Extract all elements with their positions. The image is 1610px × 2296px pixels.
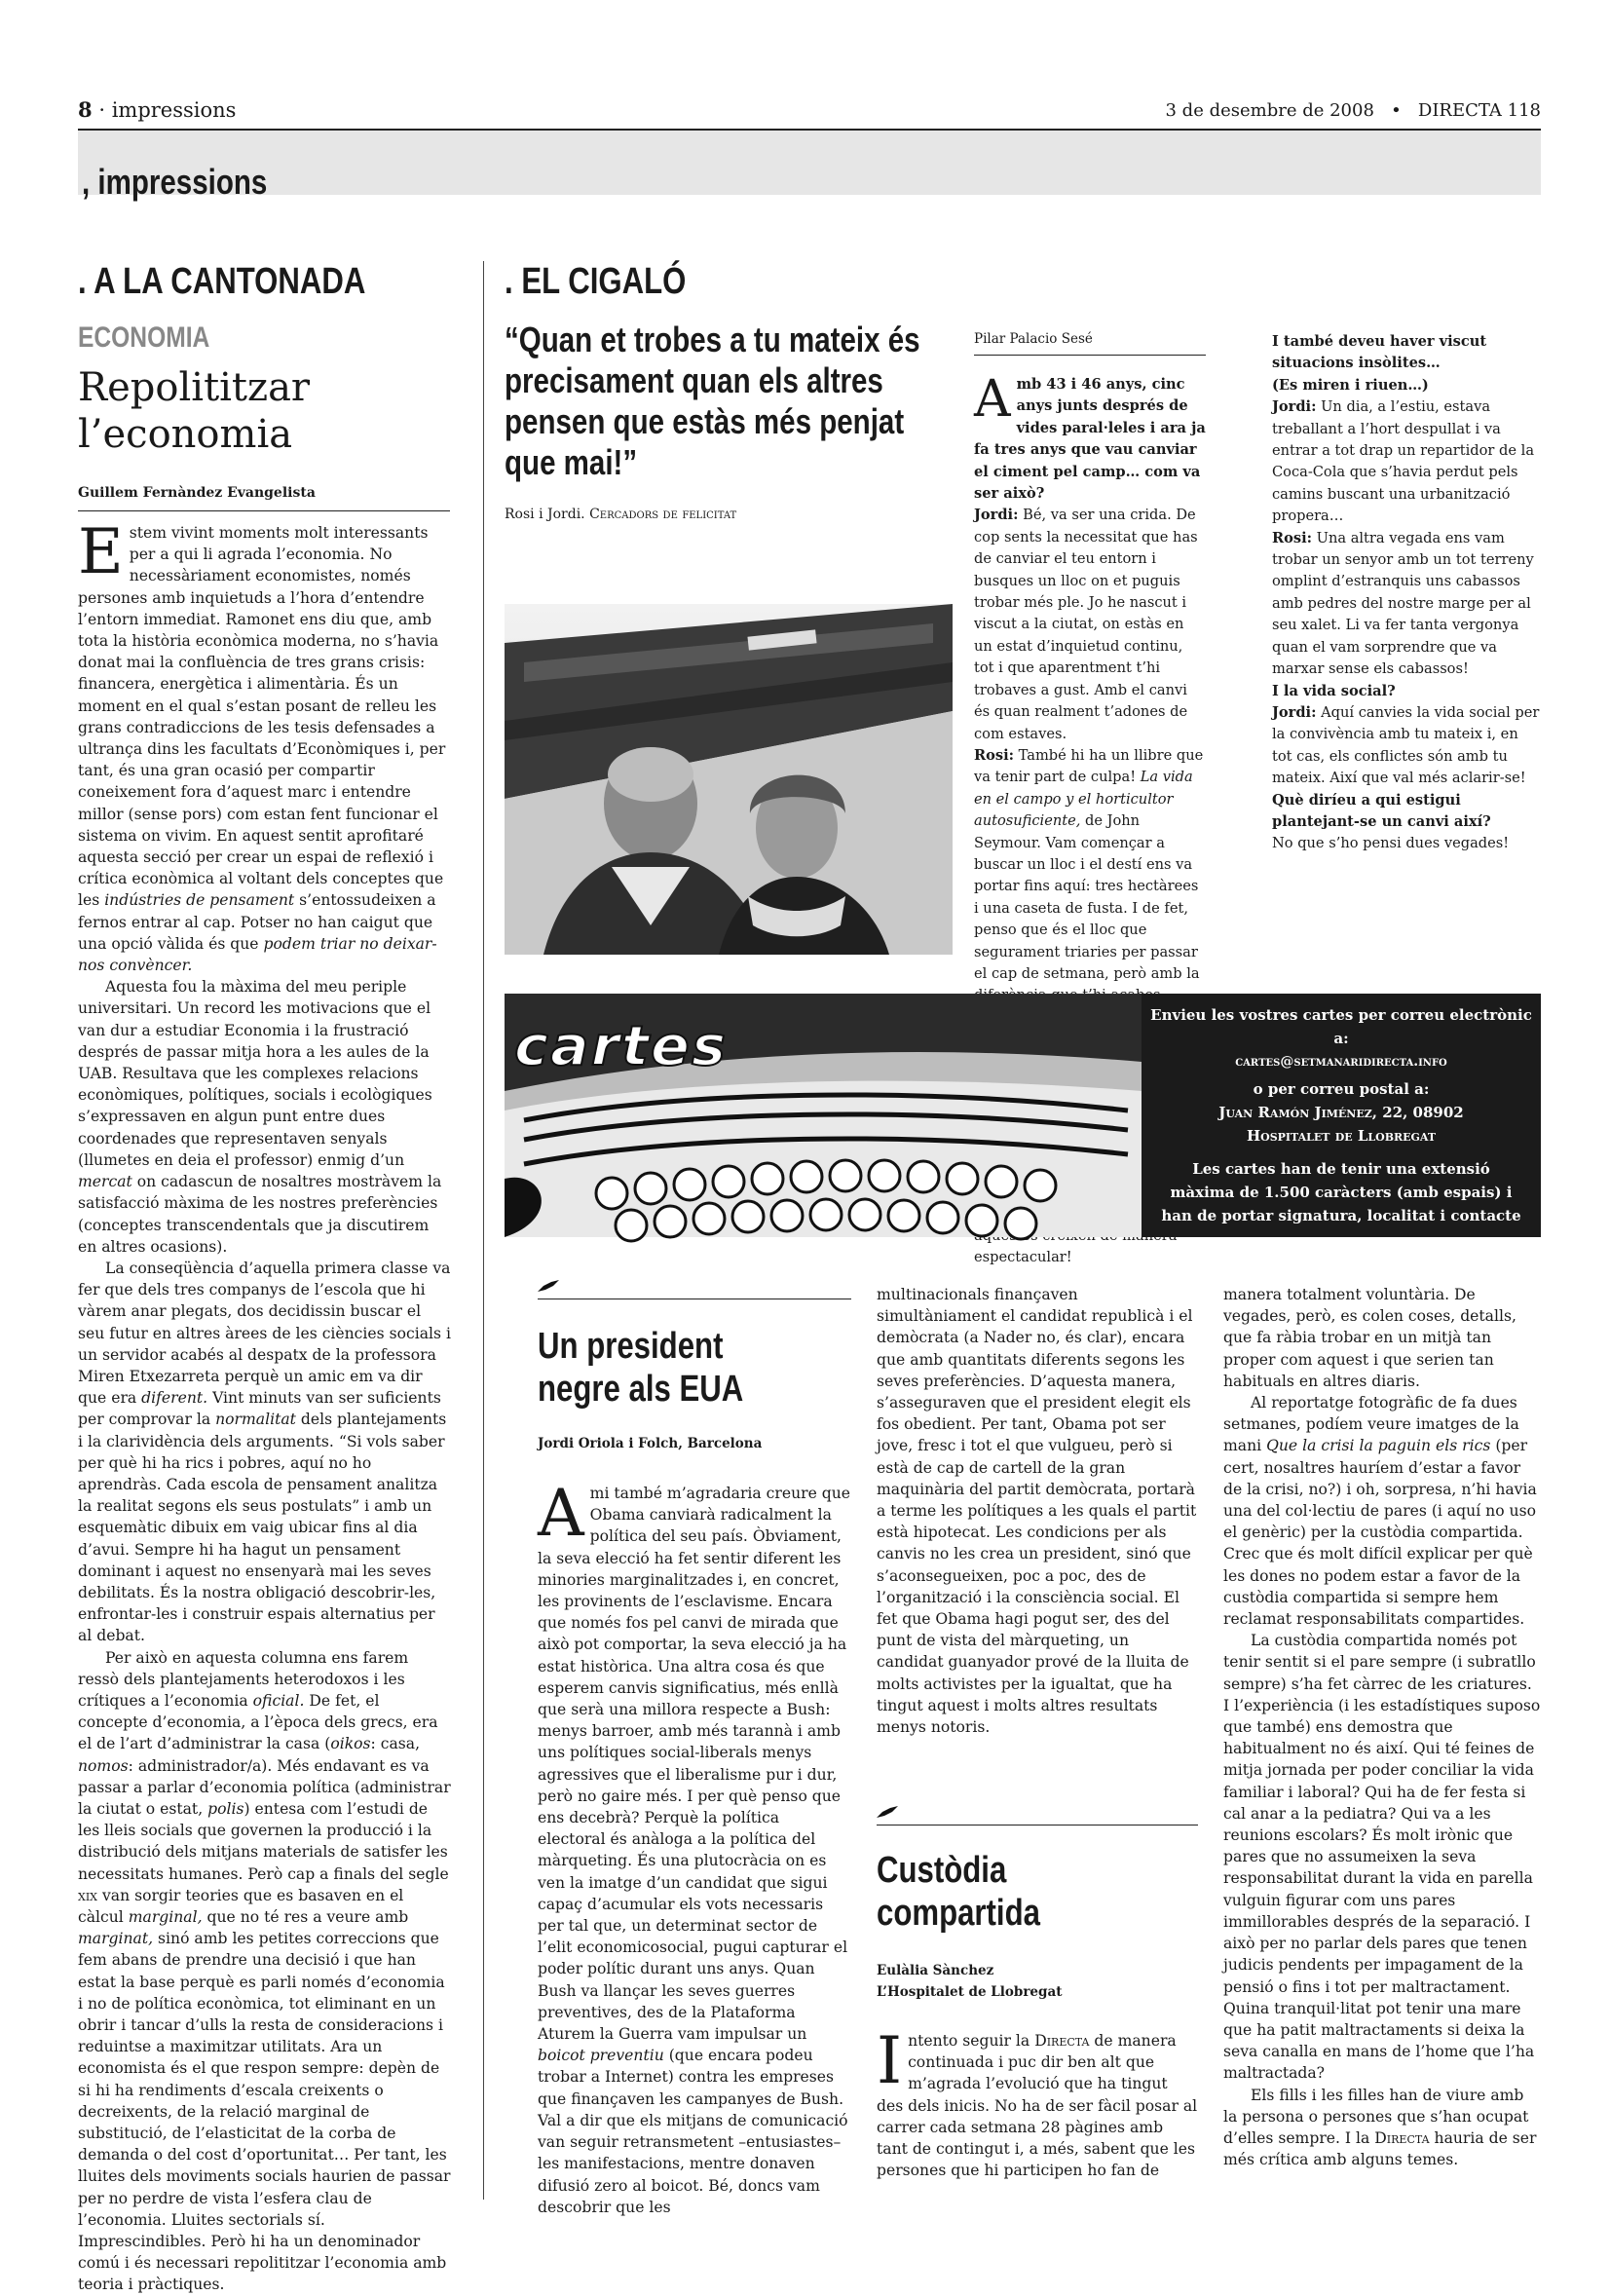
cantonada-text: dels plantejaments i la clarividència dels arguments. “Si vols saber per què hi ha rics i pobres, aquí no ho aprendràs. Cada escola de pensament analitza la realitat segons els seus postulats” i amb un esquemàtic dibuix em vaig ubicar fins al dia d’avui. Sempre hi ha hagut un pensament dominant i aquest no ensenyarà mai les seves debilitats. És la nostra obligació descobrir-les, enfrontar-les i construir espais alternatius per al debat. — [78, 1411, 447, 1645]
cartes-address-line1: Juan Ramón Jiménez, 22, 08902 — [1218, 1104, 1464, 1121]
interview-question: I la vida social? — [1272, 682, 1396, 699]
custodia-headline-line2: compartida — [877, 1893, 1040, 1934]
custodia-headline — [877, 1849, 1040, 1935]
photo-caption — [505, 507, 953, 522]
running-header — [78, 97, 1541, 125]
cantonada-paragraph: Per això en aquesta columna ens farem ressò dels plantejaments heterodoxos i les crítiques a l’economia — [78, 1648, 409, 1710]
cantonada-italic: oikos — [330, 1735, 371, 1753]
custodia-headline-wrap — [877, 1849, 1198, 1937]
custodia-smallcaps: Directa — [1034, 2032, 1090, 2050]
cantonada-italic: podem triar no deixar-nos convèncer. — [78, 934, 437, 975]
cigalo-author-rule — [974, 355, 1206, 356]
president-body-col1 — [538, 1476, 851, 2216]
custodia-headline-line1: Custòdia — [877, 1850, 1007, 1891]
cantonada-italic: diferent. — [141, 1389, 208, 1408]
custodia-italic: Que la crisi la paguin els rics — [1266, 1437, 1491, 1455]
cantonada-text: sinó amb les petites correccions que fem abans de prendre una decisió i que han estat la base perquè es parli només d’economia i no de política econòmica, tot eliminant en un obrir i tancar d’ulls la resta de consideracions i reduintse a maximitzar utilitats. Ara un economista és el que respon sempre: depèn de si hi ha rendiments d’escala creixents o decreixents, de la relació marginal de substitució, de l’elasticitat de la corba de demanda o del cost d’oportunitat… Per tant, les lluites dels moviments socials haurien de passar per no perdre de vista l’esfera clau de l’economia. Lluites sectorials sí. Imprescindibles. Però hi ha un denominador comú i és necessari repolititzar l’economia amb teoria i pràctiques. — [78, 1930, 451, 2294]
column-divider — [483, 261, 484, 2200]
caption-role: Cercadors de felicitat — [589, 507, 737, 522]
cigalo-interview-col1 — [974, 370, 1206, 1266]
president-paragraph: multinacionals finançaven simultàniament el candidat republicà i el demòcrata (a Nader no, és clar), encara que amb quantitats diferents segons les seves preferències. D’aquesta manera, s’asseguraven que el president elegit els fos obedient. Per tant, Obama pot ser jove, fresc i tot el que vulgueu, però si està de cap de cartell de la gran maquinària del partit demòcrata, portarà a terme les polítiques a les quals el partit està hipotecat. Les condicions per als canvis no les crea un president, sinó que s’aconsegueixen, poc a poc, des de l’organització i la consciència social. El fet que Obama hagi pogut ser, des del punt de vista del màrqueting, un candidat guanyador prové de la lluita de molts activistes per la igualtat, que ha tingut aquest i molts altres resultats menys notoris. — [877, 1286, 1197, 1737]
speaker-label: Rosi: — [1272, 529, 1313, 546]
president-dropcap: A — [538, 1476, 584, 1551]
president-author: Jordi Oriola i Folch, Barcelona — [538, 1436, 763, 1451]
president-headline-line1: Un president — [538, 1326, 724, 1367]
interview-italic: La vida en el campo y el horticultor autosuficiente, — [974, 769, 1193, 830]
interview-answer: No que s’ho pensi dues vegades! — [1272, 835, 1510, 852]
section-band-title: , impressions — [82, 162, 268, 202]
cantonada-italic: normalitat — [215, 1411, 296, 1429]
president-headline-wrap — [538, 1325, 851, 1412]
custodia-paragraph: manera totalment voluntària. De vegades, però, es colen coses, detalls, que fa ràbia trobar en un mitjà tan proper com aquest i que serien tan habituals en altres diaris. — [1223, 1286, 1516, 1390]
pen-icon — [538, 1278, 559, 1294]
header-issue — [1166, 100, 1542, 121]
speaker-label: Rosi: — [974, 746, 1015, 764]
custodia-dropcap: I — [877, 2023, 903, 2098]
interview-question: Què diríeu a qui estigui plantejant-se un canvi així? — [1272, 791, 1491, 830]
cantonada-headline-line2: l’economia — [78, 412, 293, 457]
cantonada-italic: marginat, — [78, 1930, 154, 1948]
header-section: impressions — [111, 98, 237, 122]
president-headline — [538, 1325, 743, 1411]
interview-aside: (Es miren i riuen…) — [1272, 376, 1429, 394]
cantonada-text: ) entesa com l’estudi de les lleis socials que governen la producció i la distribució dels mitjans materials de satisfer les necessitats humanes. Però cap a finals del segle — [78, 1799, 449, 1883]
cantonada-text: s’entossudeixen a fernos entrar al cap. Potser no han caigut que una opció vàlida és que — [78, 891, 436, 953]
cantonada-text: van sorgir teories que es basaven en el càlcul — [78, 1886, 404, 1926]
interview-answer: Una altra vegada ens vam trobar un senyor amb un tot terreny omplint d’estranquis uns cabassos amb pedres del nostre marge per al seu xalet. Li va fer tanta vergonya quan el vam sorprendre que va marxar sense els cabassos! — [1272, 529, 1534, 678]
cantonada-paragraph: stem vivint moments molt interessants per a qui li agrada l’economia. No necessàriament economistes, només persones amb inquietuds a l’hora d’entendre l’entorn immediat. Ramonet ens diu que, amb tota la història econòmica moderna, no s’havia donat mai la confluència de tres grans crisis: financera, energètica i alimentària. És un moment en el qual s’estan posant de relleu les grans contradiccions de les tesis defensades a ultrança dins les facultats d’Econòmiques i, per tant, és una gran ocasió per compartir coneixement fora d’aquest marc i entendre millor (sense pors) com estan fent funcionar el sistema on vivim. En aquest sentit aprofitaré aquesta secció per crear un espai de reflexió i crítica econòmica al voltant dels conceptes que les — [78, 524, 446, 910]
issue-date: 3 de desembre de 2008 — [1165, 100, 1374, 121]
custodia-paragraph: La custòdia compartida només pot tenir sentit si el pare sempre (i subratllo sempre) s’ha fet càrrec de les criatures. I l’experiència (i les estadístiques suposo que també) ens demostra que habitualment no és així. Qui té feines de mitja jornada per poder conciliar la vida familiar i laboral? Qui ha de fer festa si cal anar a la pediatra? Qui va a les reunions escolars? És molt irònic que pares que no assumeixen la seva responsabilitat durant la vida en parella vulguin figurar com uns pares immillorables després de la separació. I això per no parlar dels pares que tenen judicis pendents per impagament de la pensió o fins i tot per maltractament. Quina tranquil·litat pot tenir una mare que ha patit maltractaments si deixa la seva canalla en mans de l’home que l’ha maltractada? — [1223, 1632, 1541, 2083]
president-text: (que encara podeu trobar a Internet) contra les empreses que finançaven les campanyes de Bush. Val a dir que els mitjans de comunicació van seguir retransmetent –entusiastes– les manifestacions, mentre donaven difusió zero al boicot. Bé, doncs vam descobrir que les — [538, 2047, 848, 2216]
president-paragraph: mi també m’agradaria creure que Obama canviarà radicalment la política del seu país. Òbviament, la seva elecció ha fet sentir diferent les minories marginalitzades i, en concret, les provinents de l’esclavisme. Encara que només fos pel canvi de mirada que això pot comportar, la seva elecció ja ha estat històrica. Una altra cosa és que esperem canvis significatius, més enllà que serà una millora respecte a Bush: menys barroer, amb més tarannà i amb uns polítiques social-liberals menys agressives que el liberalisme pur i dur, però no gaire més. I per què penso que ens decebrà? Perquè la política electoral és anàloga a la política del màrqueting. És una plutocràcia on es ven la imatge d’un candidat que sigui capaç d’acumular els vots necessaris per tal que, un determinat sector de l’elit economicosocial, pugui capturar el poder polític durant uns anys. Quan Bush va llançar les seves guerres preventives, des de la Plataforma Aturem la Guerra vam impulsar un — [538, 1485, 851, 2044]
cantonada-text: : administrador/a). Més endavant es va passar a parlar d’economia política (administrar la ciutat o estat, — [78, 1756, 451, 1818]
president-headline-line2: negre als EUA — [538, 1369, 744, 1410]
custodia-text: (per cert, nosaltres hauríem d’estar a favor de la crisi, no?) i oh, sorpresa, n’hi havia una del col·lectiu de pares (i aquí no uso el genèric) per la custòdia compartida. Crec que és molt difícil explicar per què les dones no podem estar a favor de la custòdia compartida si sempre hem reclamat responsabilitats compartides. — [1223, 1437, 1537, 1629]
cartes-post-intro: o per correu postal a: — [1253, 1080, 1430, 1098]
cartes-banner-image — [505, 994, 1142, 1237]
custodia-top-rule — [877, 1825, 1198, 1826]
custodia-byline — [877, 1960, 1198, 2003]
cantonada-kicker-wrap — [78, 261, 468, 300]
cantonada-paragraph: Aquesta fou la màxima del meu periple universitari. Un record les motivacions que el van dur a estudiar Economia i la frustració després de passar mitja hora a les aules de la UAB. Resultava que les complexes relacions econòmiques, polítiques, socials i ecològiques s’expressaven en algun punt entre dues coordenades que representaven senyals (llumetes en deia el professor) enmig d’un — [78, 978, 432, 1169]
custodia-text: Al reportatge fotogràfic de fa dues setmanes, podíem veure imatges de la mani — [1223, 1394, 1519, 1455]
custodia-text: Els fills i les filles han de viure amb la persona o persones que s’han ocupat d’elles sempre. I la — [1223, 2086, 1529, 2147]
cantonada-author-rule — [78, 510, 450, 511]
caption-names: Rosi i Jordi. — [505, 507, 585, 522]
speaker-label: Jordi: — [974, 507, 1019, 524]
cantonada-italic: oficial. — [252, 1691, 305, 1710]
cantonada-italic: indústries de pensament — [104, 891, 295, 910]
custodia-text: de manera continuada i puc dir ben alt que m’agrada l’evolució que ha tingut des dels inicis. No ha de ser fàcil posar al carrer cada setmana 28 pàgines amb tant de contingut i, a més, sabent que les persones que hi participen ho fan de — [877, 2032, 1198, 2180]
custodia-text: hauria de ser més crítica amb alguns temes. — [1223, 2128, 1537, 2169]
cartes-logo: cartes — [514, 1015, 729, 1078]
cartes-info-box — [1142, 994, 1541, 1237]
cantonada-text: Vint minuts van ser suficients per comprovar la — [78, 1389, 441, 1429]
cantonada-kicker: . A LA CANTONADA — [78, 261, 366, 302]
cigalo-pullquote-wrap — [505, 320, 953, 485]
photo-illustration — [505, 604, 953, 955]
president-body-col2 — [877, 1284, 1198, 1771]
cartes-email-intro: Envieu les vostres cartes per correu electrònic a: — [1150, 1006, 1532, 1047]
cigalo-pullquote: “Quan et trobes a tu mateix és precisament quan els altres pensen que estàs més penjat que mai!” — [505, 320, 920, 482]
interview-photo — [505, 604, 953, 955]
interview-answer: espectacular! — [974, 1249, 1072, 1266]
cantonada-article-body — [78, 516, 452, 2294]
cantonada-text: De fet, el concepte d’economia, a l’època dels grecs, era el de l’art d’administrar la casa ( — [78, 1691, 438, 1753]
cantonada-dropcap: E — [78, 516, 124, 588]
interview-question: I també deveu haver viscut situacions insòlites… — [1272, 333, 1487, 372]
cartes-address-line2: Hospitalet de Llobregat — [1246, 1127, 1437, 1145]
cantonada-italic: polis — [207, 1799, 244, 1818]
cantonada-text: que no té res a veure amb — [206, 1908, 409, 1926]
cartes-email[interactable]: cartes@setmanaridirecta.info — [1235, 1054, 1447, 1070]
interview-answer: Aquí canvies la vida social per la convivència amb tu mateix i, en tot cas, els conflictes són amb tu mateix. Així que val més aclarir-se! — [1272, 703, 1540, 787]
cigalo-kicker: . EL CIGALÓ — [505, 261, 687, 302]
header-dot: • — [1391, 100, 1402, 121]
speaker-label: Jordi: — [1272, 398, 1317, 416]
cantonada-italic: mercat — [78, 1173, 132, 1191]
cartes-logo-wrap — [505, 1015, 797, 1083]
interview-answer: de John Seymour. Vam començar a buscar un lloc i el destí ens va portar fins aquí: tres hectàrees i una caseta de fusta. I de fet, penso que és el lloc que segurament triaries per passar el cap de setmana, però amb la — [974, 812, 1200, 982]
cantonada-category-wrap — [78, 321, 468, 355]
cigalo-interview-col2 — [1272, 331, 1541, 925]
interview-answer: Bé, va ser una crida. De cop sents la necessitat que has de canviar el teu entorn i busques un lloc on et puguis trobar més ple. Jo he nascut i viscut a la ciutat, on estàs en un estat d’inquietud continu, tot i que aparentment t’hi trobaves a gust. Amb el canvi és quan realment t’adones de com estaves. — [974, 507, 1198, 742]
custodia-body-col2 — [1223, 1284, 1541, 2219]
cartes-rules: Les cartes han de tenir una extensió màxima de 1.500 caràcters (amb espais) i han de portar signatura, localitat i contacte — [1161, 1160, 1521, 1224]
cantonada-category: ECONOMIA — [78, 321, 210, 354]
publication-name: DIRECTA 118 — [1417, 100, 1541, 121]
pen-icon — [877, 1804, 898, 1820]
cantonada-headline-line1: Repolititzar — [78, 365, 311, 410]
president-italic: boicot preventiu — [538, 2047, 664, 2065]
custodia-smallcaps: Directa — [1374, 2128, 1430, 2147]
cantonada-italic: marginal, — [128, 1908, 203, 1926]
header-separator: · — [98, 98, 105, 122]
cantonada-text: on cadascun de nosaltres mostràvem la satisfacció màxima de les nostres preferències (conceptes transcendentals que ja discutirem en altres ocasions). — [78, 1173, 442, 1256]
interview-answer: També hi ha un llibre que va tenir part de culpa! — [974, 746, 1204, 786]
cigalo-author: Pilar Palacio Sesé — [974, 331, 1093, 347]
page-number: 8 — [78, 97, 93, 122]
cantonada-author: Guillem Fernàndez Evangelista — [78, 485, 316, 501]
cantonada-italic: nomos — [78, 1756, 129, 1775]
cigalo-dropcap: A — [974, 370, 1011, 429]
interview-lead-question: mb 43 i 46 anys, cinc anys junts després de vides paral·leles i ara ja fa tres anys que vau canviar el ciment pel camp… com va ser això? — [974, 376, 1206, 503]
cantonada-headline — [78, 364, 468, 458]
custodia-text: ntento seguir la — [908, 2032, 1030, 2050]
interview-answer: Un dia, a l’estiu, estava treballant a l’hort despullat i va entrar a tot drap un repartidor de la Coca-Cola que s’havia perdut pels camins buscant una urbanització propera… — [1272, 398, 1535, 525]
cantonada-smallcaps: xix — [78, 1886, 98, 1904]
custodia-body-col1 — [877, 2023, 1198, 2198]
custodia-location: L’Hospitalet de Llobregat — [877, 1984, 1063, 2000]
section-band-title-wrap — [78, 131, 1541, 202]
cigalo-kicker-wrap — [505, 261, 953, 300]
cantonada-text: : casa, — [370, 1735, 421, 1753]
custodia-author: Eulàlia Sànchez — [877, 1963, 994, 1978]
speaker-label: Jordi: — [1272, 703, 1317, 721]
cantonada-paragraph: La conseqüència d’aquella primera classe va fer que dels tres companys de l’escola que hi vàrem anar plegats, dos decidissin buscar el seu futur en altres àrees de les ciències socials i un servidor acabés al despatx de la professora Miren Etxezarreta perquè un amic em va dir que era — [78, 1259, 451, 1408]
